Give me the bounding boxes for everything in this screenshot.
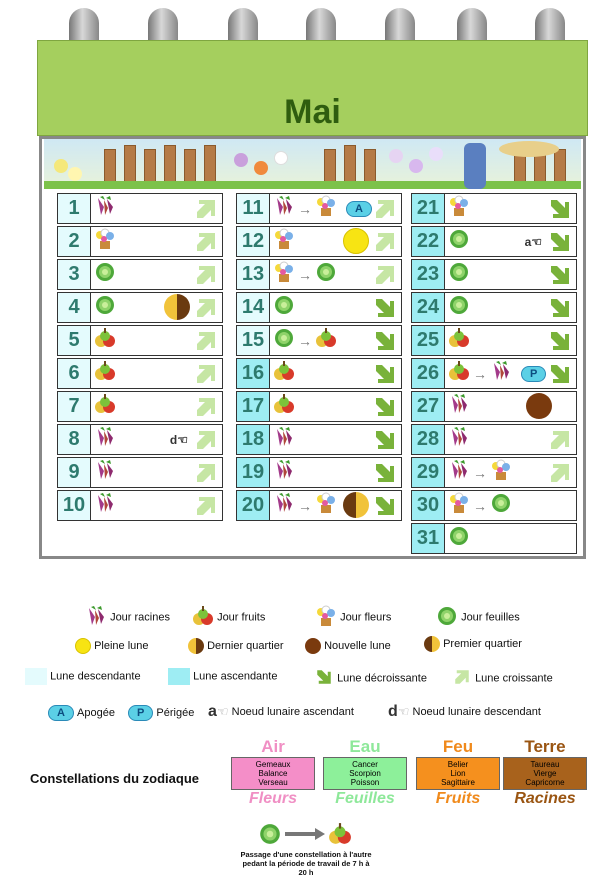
transition-arrow-icon: → xyxy=(473,464,487,481)
day-cells xyxy=(445,425,576,454)
day-number: 6 xyxy=(58,359,91,388)
feuille-icon xyxy=(273,294,295,321)
day-number: 22 xyxy=(412,227,445,256)
descending-node-icon: d☜ xyxy=(169,432,188,447)
day-number: 30 xyxy=(412,491,445,520)
racine-icon xyxy=(94,459,116,486)
fleur-icon xyxy=(448,195,470,222)
legend-decroissante-label: Lune décroissante xyxy=(337,672,427,685)
legend-pleine-lune xyxy=(75,638,149,654)
fleur-icon xyxy=(315,195,337,222)
day-number: 20 xyxy=(237,491,270,520)
pointing-hand-icon: ☜ xyxy=(397,704,410,719)
day-row xyxy=(236,457,402,488)
day-row xyxy=(411,457,577,488)
day-row xyxy=(57,490,223,521)
racine-icon xyxy=(490,360,512,387)
ascending-node-icon: a☜ xyxy=(524,234,542,249)
legend-premier-quartier xyxy=(424,636,522,652)
day-row xyxy=(236,391,402,422)
waxing-arrow-icon xyxy=(452,677,472,689)
apogee-badge: A xyxy=(346,201,372,217)
day-number: 23 xyxy=(412,260,445,289)
zodiac-group xyxy=(231,737,315,808)
dernier-quartier-moon-icon xyxy=(164,294,190,320)
zodiac-group xyxy=(503,737,587,808)
first-quarter-moon-icon xyxy=(424,636,440,652)
day-row xyxy=(57,292,223,323)
fleur-icon xyxy=(490,459,512,486)
day-cells xyxy=(445,326,576,355)
day-cells xyxy=(270,227,401,256)
day-number: 10 xyxy=(58,491,91,520)
legend-feuilles-label: Jour feuilles xyxy=(461,611,520,624)
day-number: 11 xyxy=(237,194,270,223)
descending-node-icon: d xyxy=(388,703,398,720)
legend-dernier-label: Dernier quartier xyxy=(207,640,284,652)
zodiac-element-title: Terre xyxy=(524,737,566,756)
feuille-icon xyxy=(448,228,470,255)
racine-icon xyxy=(273,459,295,486)
fruit-icon xyxy=(94,327,116,354)
apogee-badge: A xyxy=(48,705,74,721)
racine-icon xyxy=(94,195,116,222)
day-number: 14 xyxy=(237,293,270,322)
day-row xyxy=(236,358,402,389)
day-row xyxy=(411,523,577,554)
day-cells xyxy=(270,491,401,520)
legend-noeud-ascendant xyxy=(208,703,354,721)
zodiac-group xyxy=(323,737,407,808)
feuille-icon xyxy=(436,618,458,630)
zodiac-group xyxy=(416,737,500,808)
day-row xyxy=(236,490,402,521)
day-cells xyxy=(91,491,222,520)
transition-arrow-icon: → xyxy=(298,497,312,514)
racine-icon xyxy=(85,618,107,630)
day-cells xyxy=(91,227,222,256)
day-cells xyxy=(91,194,222,223)
fleur-icon xyxy=(273,228,295,255)
zodiac-sign: Verseau xyxy=(258,778,288,787)
full-moon-icon xyxy=(75,638,91,654)
legend-apogee xyxy=(48,705,115,721)
racine-icon xyxy=(94,426,116,453)
zodiac-sign: Lion xyxy=(450,769,466,778)
fruit-icon xyxy=(94,360,116,387)
zodiac-sign: Belier xyxy=(447,760,469,769)
zodiac-sign: Capricorne xyxy=(525,778,565,787)
day-number: 27 xyxy=(412,392,445,421)
zodiac-signs-box xyxy=(416,757,500,790)
day-cells xyxy=(445,491,576,520)
zodiac-sign: Cancer xyxy=(352,760,378,769)
days-column-2 xyxy=(236,193,402,523)
zodiac-sign: Balance xyxy=(258,769,288,778)
racine-icon xyxy=(448,459,470,486)
day-row xyxy=(411,490,577,521)
day-row xyxy=(57,193,223,224)
day-cells xyxy=(270,260,401,289)
day-row xyxy=(411,358,577,389)
day-number: 28 xyxy=(412,425,445,454)
legend-lune-descendante xyxy=(25,668,141,685)
day-number: 4 xyxy=(58,293,91,322)
day-cells xyxy=(445,524,576,553)
day-row xyxy=(411,424,577,455)
day-cells xyxy=(445,359,576,388)
day-cells xyxy=(270,425,401,454)
fruit-icon xyxy=(192,618,214,630)
legend-racines xyxy=(85,605,170,630)
legend-lune-desc-label: Lune descendante xyxy=(50,670,141,683)
legend-perigee-label: Périgée xyxy=(156,707,195,719)
legend-nouvelle-lune xyxy=(305,638,391,654)
new-moon-icon xyxy=(305,638,321,654)
day-cells xyxy=(270,293,401,322)
calendar-header xyxy=(37,40,588,136)
zodiac-sign: Taureau xyxy=(530,760,560,769)
day-number: 16 xyxy=(237,359,270,388)
day-cells xyxy=(445,293,576,322)
ascending-node-icon: a xyxy=(208,703,217,720)
legend-noeud-descendant xyxy=(388,703,541,721)
day-row xyxy=(57,391,223,422)
zodiac-day-type: Fruits xyxy=(435,790,481,807)
day-cells xyxy=(270,392,401,421)
racine-icon xyxy=(448,393,470,420)
day-row xyxy=(57,259,223,290)
legend-lune-asc-label: Lune ascendante xyxy=(193,670,278,683)
days-column-3 xyxy=(411,193,577,556)
day-row xyxy=(57,424,223,455)
day-number: 8 xyxy=(58,425,91,454)
perigee-badge: P xyxy=(521,366,546,382)
day-cells xyxy=(91,458,222,487)
day-number: 9 xyxy=(58,458,91,487)
fruit-icon xyxy=(315,327,337,354)
fruit-icon xyxy=(273,393,295,420)
day-row xyxy=(236,325,402,356)
legend-croissante-label: Lune croissante xyxy=(475,672,553,685)
day-number: 24 xyxy=(412,293,445,322)
legend-feuilles xyxy=(436,605,520,630)
day-number: 26 xyxy=(412,359,445,388)
legend-lune-decroissante xyxy=(314,668,427,689)
garden-banner-image xyxy=(44,139,581,189)
zodiac-day-type: Racines xyxy=(514,790,576,807)
day-number: 29 xyxy=(412,458,445,487)
feuille-icon xyxy=(448,525,470,552)
day-number: 5 xyxy=(58,326,91,355)
day-cells xyxy=(445,392,576,421)
day-row xyxy=(236,424,402,455)
day-row xyxy=(57,325,223,356)
passage-example xyxy=(258,822,352,849)
day-row xyxy=(236,259,402,290)
day-cells xyxy=(445,194,576,223)
racine-icon xyxy=(94,492,116,519)
transition-arrow-icon: → xyxy=(473,365,487,382)
transition-arrow-icon: → xyxy=(298,200,312,217)
day-cells xyxy=(270,194,401,223)
legend-lune-croissante xyxy=(452,668,553,689)
days-column-1 xyxy=(57,193,223,523)
day-cells xyxy=(270,326,401,355)
premier-quartier-moon-icon xyxy=(343,492,369,518)
transition-arrow-icon: → xyxy=(473,497,487,514)
day-cells xyxy=(445,260,576,289)
legend-apogee-label: Apogée xyxy=(77,707,115,719)
zodiac-sign: Poisson xyxy=(350,778,380,787)
zodiac-sign: Gemeaux xyxy=(255,760,291,769)
legend-noeud-desc-label: Noeud lunaire descendant xyxy=(412,706,541,718)
day-cells xyxy=(91,359,222,388)
legend-fleurs-label: Jour fleurs xyxy=(340,611,392,624)
zodiac-sign: Vierge xyxy=(533,769,557,778)
day-number: 12 xyxy=(237,227,270,256)
day-row xyxy=(411,325,577,356)
day-cells xyxy=(445,458,576,487)
transition-arrow-icon: → xyxy=(298,266,312,283)
zodiac-element-title: Feu xyxy=(442,737,474,756)
racine-icon xyxy=(448,426,470,453)
zodiac-signs-box xyxy=(231,757,315,790)
day-row xyxy=(411,259,577,290)
fruit-icon xyxy=(94,393,116,420)
day-row xyxy=(57,358,223,389)
day-number: 15 xyxy=(237,326,270,355)
day-number: 7 xyxy=(58,392,91,421)
fruit-icon xyxy=(448,327,470,354)
day-number: 2 xyxy=(58,227,91,256)
racine-icon xyxy=(273,492,295,519)
day-number: 31 xyxy=(412,524,445,553)
day-cells xyxy=(270,359,401,388)
ascending-moon-swatch xyxy=(168,668,190,685)
legend-perigee xyxy=(128,705,194,721)
day-number: 3 xyxy=(58,260,91,289)
day-row xyxy=(411,391,577,422)
day-cells xyxy=(445,227,576,256)
fleur-icon xyxy=(315,492,337,519)
fleur-icon xyxy=(315,618,337,630)
zodiac-sign: Scorpion xyxy=(349,769,381,778)
feuille-icon xyxy=(273,327,295,354)
descending-moon-swatch xyxy=(25,668,47,685)
zodiac-signs-box xyxy=(503,757,587,790)
passage-note: Passage d'une constellation à l'autre pedant la période de travail de 7 h à 20 h xyxy=(240,850,372,877)
legend-dernier-quartier xyxy=(188,638,283,654)
zodiac-sign: Sagittaire xyxy=(441,778,475,787)
fruit-icon xyxy=(273,360,295,387)
feuille-icon xyxy=(490,492,512,519)
passage-arrow-icon xyxy=(285,831,325,843)
day-row xyxy=(411,292,577,323)
feuille-icon xyxy=(315,261,337,288)
legend-pleine-label: Pleine lune xyxy=(94,640,149,652)
fruit-icon xyxy=(448,360,470,387)
day-cells xyxy=(91,326,222,355)
day-row xyxy=(411,226,577,257)
day-number: 18 xyxy=(237,425,270,454)
zodiac-signs-box xyxy=(323,757,407,790)
zodiac-label: Constellations du zodiaque xyxy=(30,771,200,786)
feuille-icon xyxy=(258,837,282,849)
fleur-icon xyxy=(94,228,116,255)
day-number: 25 xyxy=(412,326,445,355)
day-row xyxy=(236,292,402,323)
legend-nouvelle-label: Nouvelle lune xyxy=(324,640,391,652)
racine-icon xyxy=(273,195,295,222)
waning-arrow-icon xyxy=(314,677,334,689)
legend-premier-label: Premier quartier xyxy=(443,638,522,650)
day-number: 13 xyxy=(237,260,270,289)
month-title: Mai xyxy=(284,93,341,131)
day-row xyxy=(57,226,223,257)
fruit-icon xyxy=(328,837,352,849)
zodiac-element-title: Eau xyxy=(349,737,381,756)
fleur-icon xyxy=(273,261,295,288)
feuille-icon xyxy=(448,261,470,288)
day-number: 21 xyxy=(412,194,445,223)
day-row xyxy=(236,193,402,224)
day-number: 1 xyxy=(58,194,91,223)
day-cells xyxy=(270,458,401,487)
feuille-icon xyxy=(448,294,470,321)
day-row xyxy=(57,457,223,488)
legend-fleurs xyxy=(315,605,391,630)
day-number: 19 xyxy=(237,458,270,487)
racine-icon xyxy=(273,426,295,453)
pointing-hand-icon: ☜ xyxy=(216,704,229,719)
day-cells xyxy=(91,293,222,322)
legend-racines-label: Jour racines xyxy=(110,611,170,624)
nouvelle-moon-icon xyxy=(526,393,552,419)
feuille-icon xyxy=(94,294,116,321)
zodiac-day-type: Fleurs xyxy=(248,790,297,807)
legend-fruits-label: Jour fruits xyxy=(217,611,266,624)
day-cells xyxy=(91,392,222,421)
day-cells xyxy=(91,425,222,454)
day-row xyxy=(411,193,577,224)
zodiac-element-title: Air xyxy=(261,737,285,756)
day-row xyxy=(236,226,402,257)
feuille-icon xyxy=(94,261,116,288)
transition-arrow-icon: → xyxy=(298,332,312,349)
perigee-badge: P xyxy=(128,705,153,721)
day-number: 17 xyxy=(237,392,270,421)
fleur-icon xyxy=(448,492,470,519)
legend-fruits xyxy=(192,605,265,630)
day-cells xyxy=(91,260,222,289)
zodiac-day-type: Feuilles xyxy=(335,790,395,807)
legend-noeud-asc-label: Noeud lunaire ascendant xyxy=(231,706,354,718)
last-quarter-moon-icon xyxy=(188,638,204,654)
legend-lune-ascendante xyxy=(168,668,277,685)
pleine-moon-icon xyxy=(343,228,369,254)
